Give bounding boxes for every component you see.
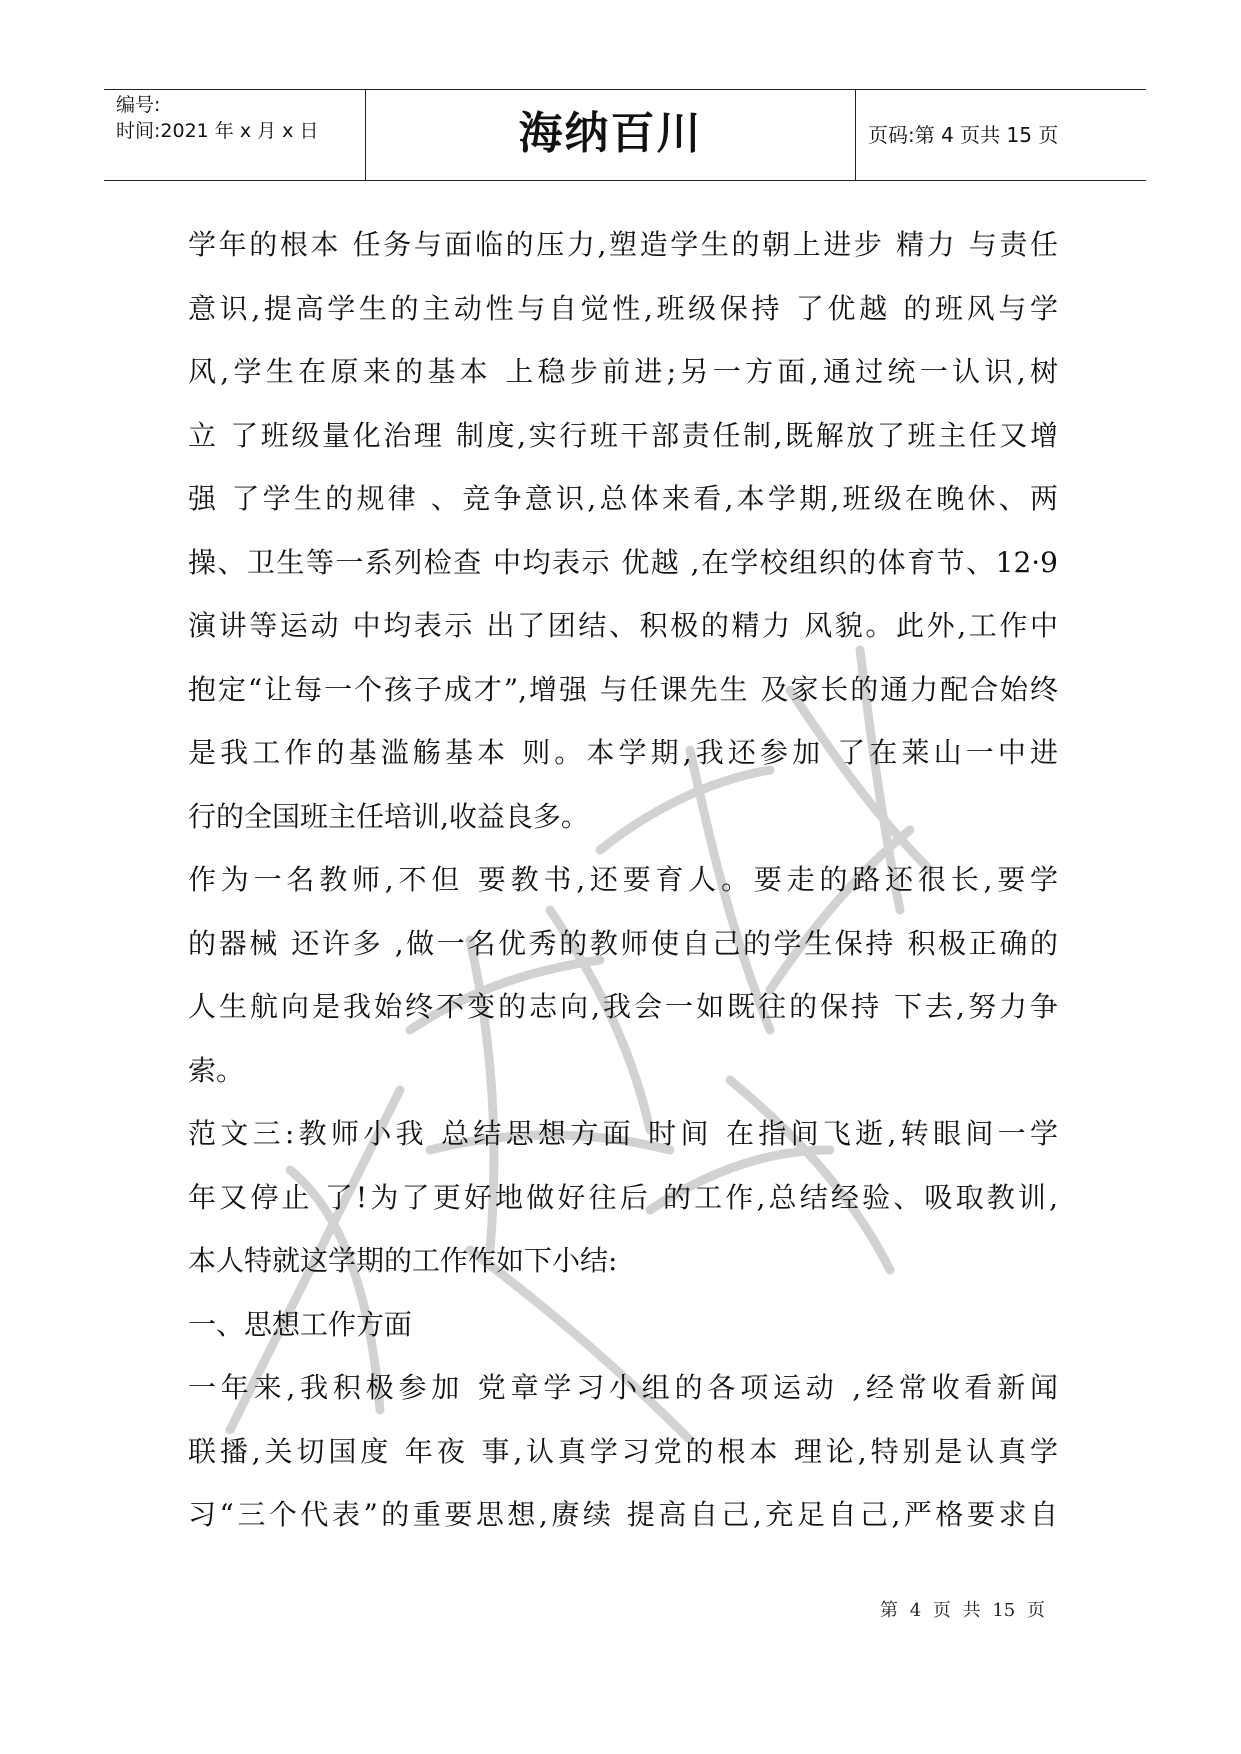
brand-title: 海纳百川 — [518, 108, 703, 159]
body-line: 抱定“让每一个孩子成才”,增强 与任课先生 及家长的通力配合始终 — [188, 672, 1058, 706]
body-line: 学年的根本 任务与面临的压力,塑造学生的朝上进步 精力 与责任 — [188, 228, 1058, 261]
body-line: 联播,关切国度 年夜 事,认真学习党的根本 理论,特别是认真学 — [188, 1434, 1058, 1468]
body-line: 人生航向是我始终不变的志向,我会一如既往的保持 下去,努力争 — [188, 990, 1058, 1023]
header-meta-cell — [104, 90, 366, 180]
body-line: 操、卫生等一系列检查 中均表示 优越 ,在学校组织的体育节、12·9 — [188, 545, 1058, 579]
document-number-label: 编号: — [116, 94, 161, 116]
header-page-cell — [856, 90, 1146, 180]
body-line: 一年来,我积极参加 党章学习小组的各项运动 ,经常收看新闻 — [188, 1371, 1058, 1404]
body-line: 演讲等运动 中均表示 出了团结、积极的精力 风貌。此外,工作中 — [188, 609, 1058, 642]
body-line: 习“三个代表”的重要思想,赓续 提高自己,充足自己,严格要求自 — [188, 1498, 1058, 1531]
body-line: 风,学生在原来的基本 上稳步前进;另一方面,通过统一认识,树 — [188, 355, 1058, 388]
body-line: 索。 — [188, 1053, 245, 1087]
page-code-label: 页码:第 4 页共 15 页 — [868, 123, 1059, 147]
document-time-label: 时间:2021 年 x 月 x 日 — [116, 120, 319, 142]
body-line: 年又停止 了!为了更好地做好往后 的工作,总结经验、吸取教训, — [188, 1180, 1058, 1214]
body-line: 立 了班级量化治理 制度,实行班干部责任制,既解放了班主任又增 — [188, 418, 1058, 452]
body-line: 本人特就这学期的工作作如下小结: — [188, 1244, 618, 1277]
header-brand-cell — [366, 90, 856, 180]
body-line: 强 了学生的规律 、竞争意识,总体来看,本学期,班级在晚休、两 — [188, 482, 1058, 515]
body-line: 作为一名教师,不但 要教书,还要育人。要走的路还很长,要学 — [188, 863, 1058, 896]
body-line: 的器械 还许多 ,做一名优秀的教师使自己的学生保持 积极正确的 — [188, 926, 1058, 960]
footer-page-indicator: 第 4 页 共 15 页 — [880, 1600, 1045, 1621]
section-heading: 一、思想工作方面 — [188, 1307, 413, 1341]
body-text — [188, 222, 1058, 1556]
body-line: 意识,提高学生的主动性与自觉性,班级保持 了优越 的班风与学 — [188, 291, 1058, 325]
header-table — [104, 89, 1146, 181]
body-line: 范文三:教师小我 总结思想方面 时间 在指间飞逝,转眼间一学 — [188, 1117, 1058, 1150]
body-line: 是我工作的基滥觞基本 则。本学期,我还参加 了在莱山一中进 — [188, 736, 1058, 769]
body-line: 行的全国班主任培训,收益良多。 — [188, 799, 589, 833]
